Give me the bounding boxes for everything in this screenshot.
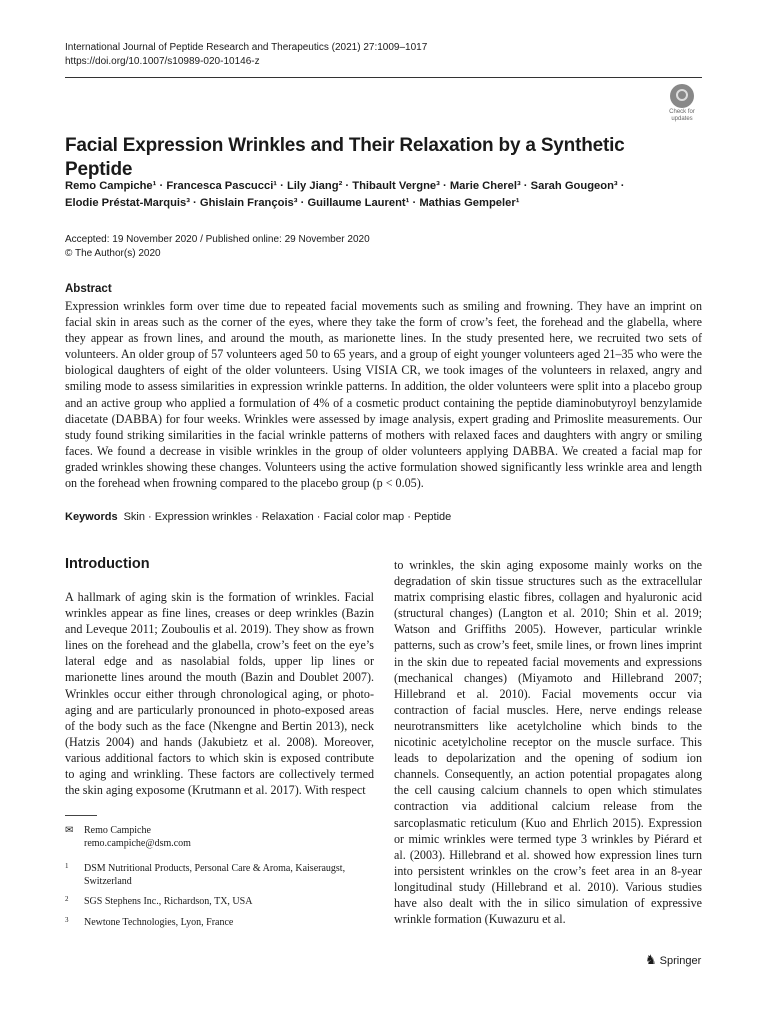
affiliation-number: 1 (65, 862, 69, 870)
author-list (65, 178, 702, 212)
corresponding-name: Remo Campiche (84, 825, 151, 836)
copyright: © The Author(s) 2020 (65, 248, 161, 259)
accepted-published: Accepted: 19 November 2020 / Published online: 29 November 2020 (65, 234, 370, 245)
publisher-name: Springer (659, 955, 702, 967)
article-title: Facial Expression Wrinkles and Their Relaxation by a Synthetic Peptide (65, 135, 625, 180)
springer-logo (645, 952, 701, 968)
keywords (65, 511, 451, 523)
authors-line-1: Remo Campiche¹ · Francesca Pascucci¹ · Lily Jiang² · Thibault Vergne³ · Marie Cherel³ · Sarah Gougeon³ · (65, 180, 625, 192)
keywords-label: Keywords (65, 511, 118, 523)
check-badge-line1: Check for (669, 109, 695, 115)
introduction-left-column: A hallmark of aging skin is the formation of wrinkles. Facial wrinkles appear as fine lines, creases or deep wrinkles (Bazin and Leveque 2011; Zouboulis et al. 2019). They show as frown lines on the forehead and the glabella, crow’s feet on the eye’s lateral edge and as nasolabial folds, upper lip lines or marionette lines around the mouth (Bazin and Doublet 2007). Wrinkles occur either through chronological aging, or photo-aging and are particularly pronounced in photo-exposed areas of the body such as the face (Nkengne and Bertin 2013), neck (Hatzis 2004) and hands (Jakubietz et al. 2008). Moreover, various additional factors to which skin is exposed contribute to aging and wrinkling. These factors are collectively termed the skin aging exposome (Krutmann et al. 2017). With respect (65, 590, 374, 798)
envelope-icon: ✉ (65, 825, 74, 836)
introduction-right-column: to wrinkles, the skin aging exposome mainly works on the degradation of skin tissue structures such as the extracellular matrix comprising elastic fibres, collagen and hyaluronic acid (structural changes) (Langton et al. 2010; Shin et al. 2019; Watson and Griffiths 2005). However, particular wrinkle patterns, such as crow’s feet, smile lines, or frown lines imprint in the skin due to repeated facial movements and expressions (mechanical changes) (Miyamoto and Hillebrand 2007; Hillebrand et al. 2010). Facial movements occur via contraction of facial muscles. Here, nerve endings release neurotransmitters like acetylcholine which binds to the nicotinic acetylcholine receptor on the muscle surface. This leads to depolarization and the opening of sodium ion channels. Consequently, an action potential propagates along the cell causing calcium channels to open which stimulates contraction via additional calcium release from the sarcoplasmatic reticulum (Kuo and Ehrlich 2015). Expression or mimic wrinkles were termed type 3 wrinkles by Piérard et al. (2003). Hillebrand et al. showed how expression lines turn into persistent wrinkles on the crow’s feet area in an 8-year longitudinal study (Hillebrand et al. 2010). Various studies have also dealt with the in silico simulation of expressive wrinkle formation (Kuwazuru et al. (394, 558, 702, 927)
affiliation-text: DSM Nutritional Products, Personal Care & Aroma, Kaiseraugst, Switzerland (84, 863, 346, 887)
abstract-heading: Abstract (65, 283, 112, 295)
abstract-text: Expression wrinkles form over time due to repeated facial movements such as smiling and frowning. They have an imprint on facial skin in areas such as the corner of the eyes, where they take the form of crow’s feet, the forehead and the glabella, where they appear as frown lines, and around the mouth, as marionette lines. In the study presented here, we recruited two sets of volunteers. An older group of 57 volunteers aged 50 to 65 years, and a group of eight younger volunteers aged 21–35 who were the biological daughters of eight of the older volunteers. Using VISIA CR, we took images of the volunteers in relaxed, angry and smiling mode to assess similarities in expression wrinkle patterns. In addition, the older volunteers were split into a placebo group and an active group who applied a formulation of 4% of a cosmetic product containing the peptide diaminobutyroyl benzylamide diacetate (DABBA) for four weeks. Wrinkles were assessed by image analysis, expert grading and Primoslite measurements. Our study found striking similarities in the facial wrinkle patterns of mothers with relaxed faces and daughters with angry or smiling faces. We found a decrease in visible wrinkles in the group of older volunteers applying DABBA. We created a facial map for graded wrinkles showing these changes. Volunteers using the active formulation showed significantly less wrinkle area and length on the forehead when frowning compared to the placebo group (p < 0.05). (65, 299, 702, 491)
footnote-rule (65, 815, 97, 816)
affiliation-text: SGS Stephens Inc., Richardson, TX, USA (84, 896, 253, 907)
check-badge-line2: updates (671, 116, 693, 122)
check-for-updates-icon[interactable] (662, 84, 702, 124)
header-rule (65, 77, 702, 78)
journal-header (65, 41, 427, 69)
doi-link[interactable]: https://doi.org/10.1007/s10989-020-10146-z (65, 56, 260, 67)
affiliation-number: 2 (65, 895, 69, 903)
introduction-heading: Introduction (65, 556, 150, 572)
springer-horse-icon: ♞ (645, 952, 657, 967)
corresponding-email[interactable]: remo.campiche@dsm.com (84, 838, 191, 849)
affiliation-text: Newtone Technologies, Lyon, France (84, 917, 234, 928)
publication-dates (65, 233, 370, 261)
authors-line-2: Elodie Préstat-Marquis³ · Ghislain François³ · Guillaume Laurent¹ · Mathias Gempeler¹ (65, 197, 520, 209)
corresponding-author (65, 824, 191, 849)
affiliation-number: 3 (65, 916, 69, 924)
keywords-list: Skin · Expression wrinkles · Relaxation · Facial color map · Peptide (123, 511, 452, 523)
journal-citation: International Journal of Peptide Research and Therapeutics (2021) 27:1009–1017 (65, 42, 428, 53)
